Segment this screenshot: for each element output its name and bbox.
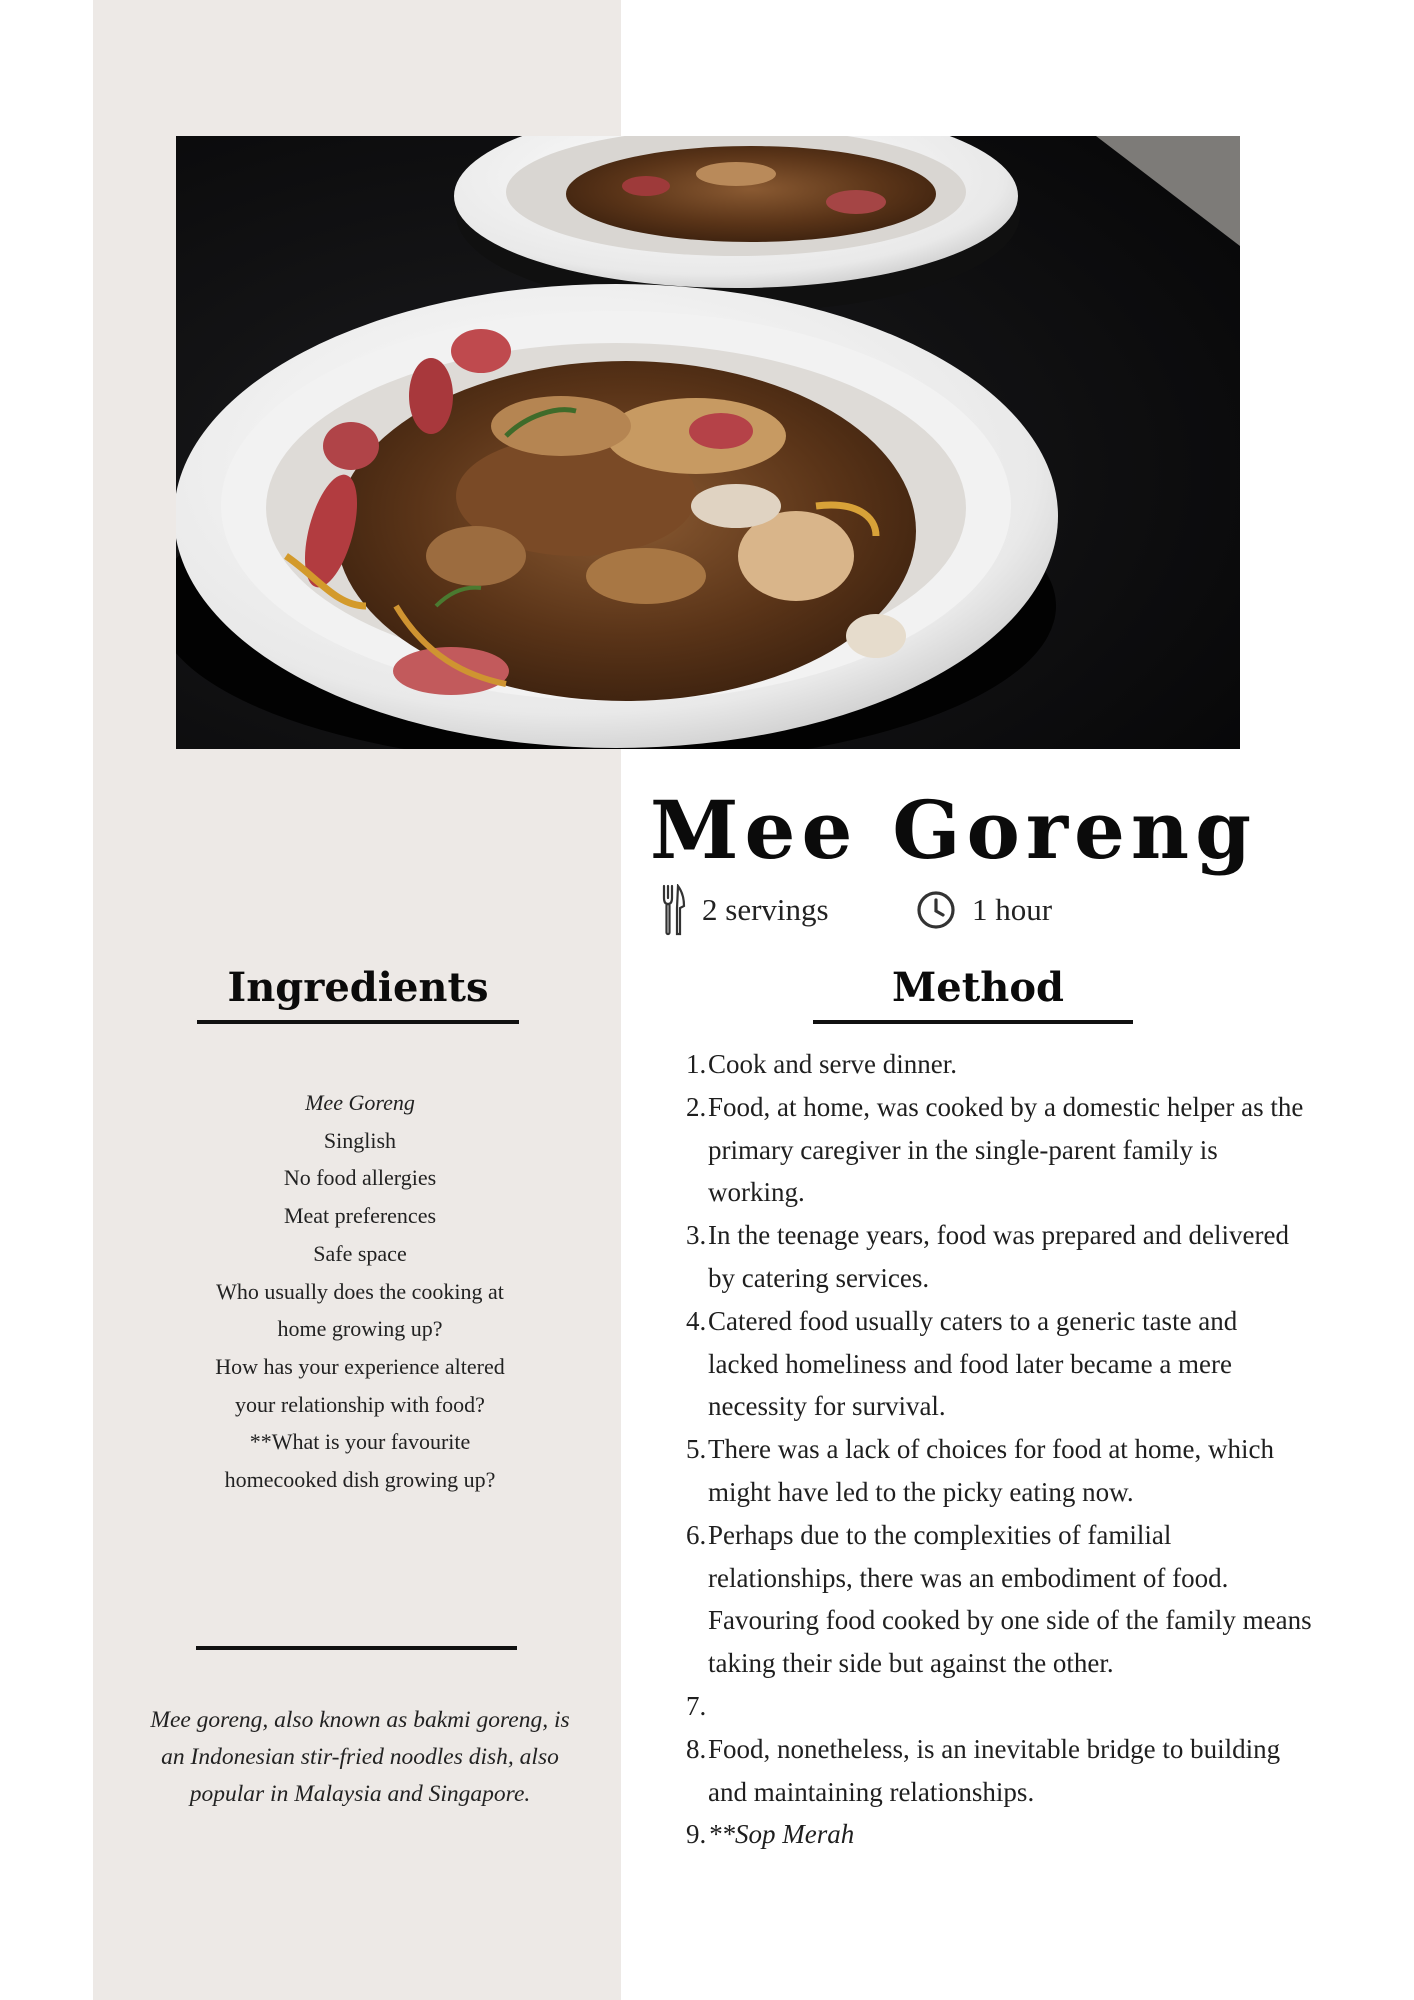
dish-illustration [176,136,1240,749]
step-text: Food, nonetheless, is an inevitable bridge to building and maintaining relationships. [708,1733,1281,1807]
ingredient-item: home growing up? [277,1316,443,1342]
step-number: 4. [686,1305,707,1336]
method-divider [813,1020,1133,1024]
step-text: Cook and serve dinner. [708,1049,957,1079]
ingredient-item: your relationship with food? [235,1391,485,1417]
method-step [672,1728,1312,1814]
step-number: 5. [686,1434,707,1465]
method-step [672,1428,1312,1514]
method-step [672,1514,1312,1685]
method-step [672,1043,1312,1086]
ingredient-item: Singlish [323,1127,397,1153]
ingredients-divider [197,1020,519,1024]
ingredients-heading: Ingredients [227,964,489,1011]
step-text: There was a lack of choices for food at home, which might have led to the picky eating now. [708,1434,1275,1507]
method-step [672,1086,1312,1214]
step-text: Perhaps due to the complexities of familial relationships, there was an embodiment of food. Favouring food cooked by one side of the family means taking their side but against the other. [708,1519,1312,1679]
step-text: In the teenage years, food was prepared and delivered by catering services. [708,1220,1289,1293]
ingredient-item: How has your experience altered [215,1353,505,1379]
ingredient-item: Mee Goreng [305,1090,415,1115]
method-step [672,1685,1312,1728]
time-info [916,880,1052,940]
dish-photo [176,136,1240,749]
method-step [672,1813,1312,1856]
ingredient-item: **What is your favourite [249,1429,471,1455]
step-text: **Sop Merah [708,1819,855,1850]
step-number: 2. [686,1091,707,1122]
step-number: 1. [686,1049,707,1079]
ingredient-item: Who usually does the cooking at [216,1278,504,1304]
step-number: 8. [686,1733,707,1764]
servings-info [662,880,829,940]
method-list [672,1043,1312,1856]
ingredient-item: Safe space [313,1240,407,1266]
step-number: 9. [686,1819,707,1850]
step-number: 3. [686,1220,707,1251]
step-number: 7. [686,1690,707,1721]
method-step [672,1300,1312,1428]
blurb-divider [196,1646,517,1650]
method-step [672,1214,1312,1300]
ingredient-item: homecooked dish growing up? [224,1467,496,1493]
ingredient-item: Meat preferences [283,1203,437,1229]
step-number: 6. [686,1519,707,1550]
fork-knife-icon [662,884,686,936]
ingredient-item: No food allergies [283,1165,437,1191]
clock-icon [916,890,956,930]
ingredients-list [180,1084,540,1499]
dish-description: Mee goreng, also known as bakmi goreng, is an Indonesian stir-fried noodles dish, also popular in Malaysia and Singapore. [150,1707,570,1807]
step-text: Catered food usually caters to a generic taste and lacked homeliness and food later became a mere necessity for survival. [708,1305,1238,1422]
servings-label: 2 servings [702,892,829,927]
method-heading: Method [892,964,1064,1011]
recipe-title: Mee Goreng [650,783,1258,877]
step-text: Food, at home, was cooked by a domestic helper as the primary caregiver in the single-parent family is working. [708,1091,1304,1208]
time-label: 1 hour [972,892,1053,927]
